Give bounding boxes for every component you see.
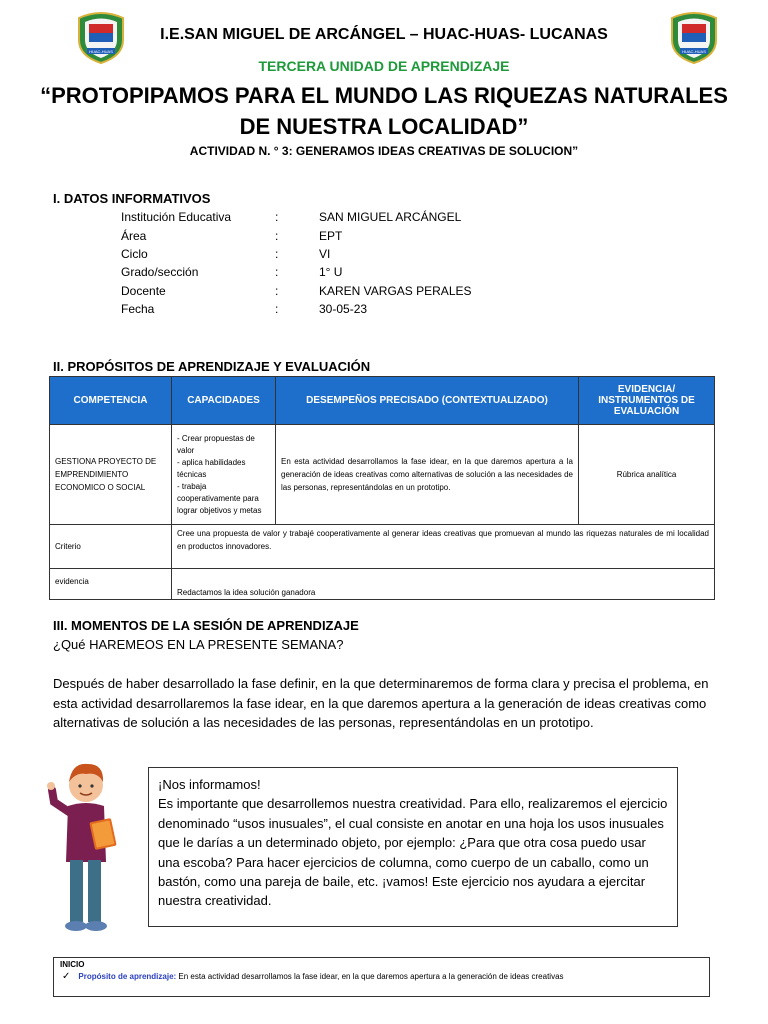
header-competencia: COMPETENCIA (50, 377, 172, 425)
unit-label: TERCERA UNIDAD DE APRENDIZAJE (258, 58, 510, 74)
evidencia-cell: Rúbrica analítica (579, 425, 715, 525)
section-3-heading: III. MOMENTOS DE LA SESIÓN DE APRENDIZAJE (53, 618, 359, 633)
info-label: Docente (121, 284, 166, 298)
capacidad-item: - trabaja cooperativamente para lograr objetivos y metas (177, 481, 262, 515)
section-2-heading: II. PROPÓSITOS DE APRENDIZAJE Y EVALUACIÓN (53, 359, 371, 374)
header-capacidades: CAPACIDADES (172, 377, 276, 425)
criterio-text: Cree una propuesta de valor y trabajé cooperativamente al generar ideas creativas que promuevan al mundo las riquezas naturales de mi localidad en productos innovadores. (172, 525, 715, 569)
inicio-label: INICIO (60, 960, 85, 969)
activity-title: ACTIVIDAD N. ° 3: GENERAMOS IDEAS CREATIVAS DE SOLUCION” (189, 144, 579, 158)
purpose-label: Propósito de aprendizaje: (78, 972, 177, 981)
info-value: VI (319, 247, 331, 261)
table-row (50, 525, 715, 569)
check-icon: ✓ (62, 971, 71, 982)
info-box-title: ¡Nos informamos! (158, 777, 261, 792)
capacidades-cell (172, 425, 276, 525)
info-value: EPT (319, 229, 343, 243)
criterio-label: Criterio (50, 525, 172, 569)
capacidad-item: - Crear propuestas de valor (177, 433, 255, 455)
desempeno-cell: En esta actividad desarrollamos la fase idear, en la que daremos apertura a la generación de ideas creativas como alternativas de solución a las necesidades de las personas, representándolas en un prototipo. (276, 425, 579, 525)
info-label: Ciclo (121, 247, 148, 261)
header-evidencia: EVIDENCIA/ INSTRUMENTOS DE EVALUACIÓN (579, 377, 715, 425)
capacidad-item: - aplica habilidades técnicas (177, 457, 246, 479)
student-illustration (36, 752, 136, 942)
logo-caption: HUAC-HUAS (89, 49, 113, 54)
evidencia-text: Redactamos la idea solución ganadora (172, 569, 715, 600)
week-question: ¿Qué HAREMEOS EN LA PRESENTE SEMANA? (53, 637, 344, 652)
info-label: Institución Educativa (121, 210, 232, 224)
competencia-cell: GESTIONA PROYECTO DE EMPRENDIMIENTO ECONOMICO O SOCIAL (50, 425, 172, 525)
competency-table (49, 376, 715, 600)
document-title (40, 80, 728, 142)
info-label: Grado/sección (121, 265, 199, 279)
title-line-1: “PROTOPIPAMOS PARA EL MUNDO LAS RIQUEZAS NATURALES (40, 83, 728, 108)
purpose-text: En esta actividad desarrollamos la fase idear, en la que daremos apertura a la generación de ideas creativas (176, 972, 564, 981)
info-colon: : (275, 210, 279, 224)
info-colon: : (275, 229, 279, 243)
info-colon: : (275, 302, 279, 316)
info-value: 1° U (319, 265, 343, 279)
info-colon: : (275, 247, 279, 261)
table-row (50, 425, 715, 525)
header-desempenos: DESEMPEÑOS PRECISADO (CONTEXTUALIZADO) (276, 377, 579, 425)
info-label: Área (121, 229, 147, 243)
title-line-2: DE NUESTRA LOCALIDAD” (239, 114, 529, 139)
inicio-purpose (62, 971, 703, 982)
table-header-row (50, 377, 715, 425)
logo-caption: HUAC-HUAS (682, 49, 706, 54)
info-value: SAN MIGUEL ARCÁNGEL (319, 210, 462, 224)
section-1-heading: I. DATOS INFORMATIVOS (53, 191, 211, 206)
info-colon: : (275, 265, 279, 279)
evidencia-label: evidencia (50, 569, 172, 600)
inicio-box (53, 957, 710, 997)
info-label: Fecha (121, 302, 155, 316)
school-name: I.E.SAN MIGUEL DE ARCÁNGEL – HUAC-HUAS- LUCANAS (160, 26, 608, 43)
info-value: 30-05-23 (319, 302, 368, 316)
info-box-text: Es importante que desarrollemos nuestra creatividad. Para ello, realizaremos el ejercicio denominado “usos inusuales”, el cual consiste en anotar en una hoja los usos inusuales que le darías a un determinado objeto, por ejemplo: ¿Para que otra cosa puedo usar una escoba? Para hacer ejercicios de columna, como cuerpo de un caballo, como un bastón, como una pareja de baile, etc. ¡vamos! Este ejercicio nos ayudara a ejercitar nuestra creatividad. (158, 796, 668, 909)
info-value: KAREN VARGAS PERALES (319, 284, 472, 298)
info-colon: : (275, 284, 279, 298)
intro-paragraph: Después de haber desarrollado la fase definir, en la que determinaremos de forma clara y precisa el problema, en esta actividad desarrollaremos la fase idear, en la que daremos apertura a la generación de ideas creativas como alternativas de solución a las necesidades de las personas, representándolas en un prototipo. (53, 676, 709, 730)
table-row (50, 569, 715, 600)
info-box (148, 767, 678, 927)
